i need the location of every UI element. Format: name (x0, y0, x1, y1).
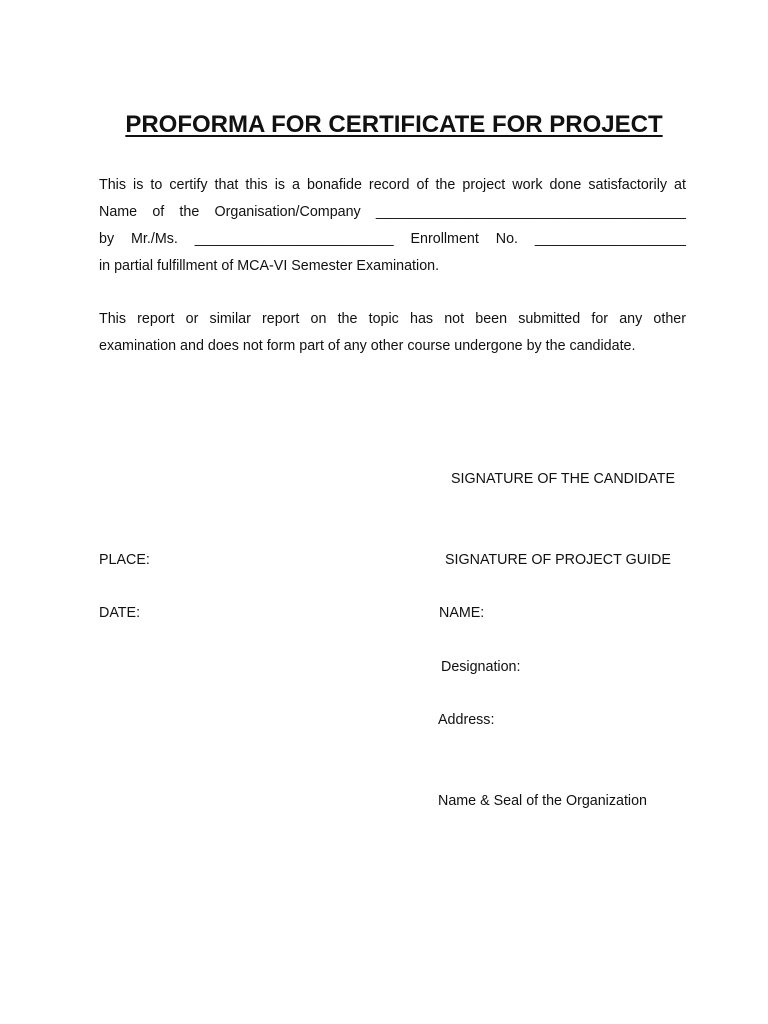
date-label: DATE: (99, 605, 141, 621)
designation-label: Designation: (441, 659, 521, 675)
organization-seal-label: Name & Seal of the Organization (438, 793, 648, 809)
organisation-line: Name of the Organisation/Company _______________________________________ (99, 204, 686, 220)
certification-line-4: in partial fulfillment of MCA-VI Semester Examination. (99, 258, 440, 274)
declaration-line-2: examination and does not form part of any other course undergone by the candidate. (99, 338, 636, 354)
document-title: PROFORMA FOR CERTIFICATE FOR PROJECT (125, 111, 663, 138)
declaration-paragraph (99, 306, 686, 360)
guide-name-label: NAME: (439, 605, 485, 621)
signature-of-candidate: SIGNATURE OF THE CANDIDATE (451, 471, 676, 487)
certification-line-1: This is to certify that this is a bonafide record of the project work done satisfactorily at (99, 177, 686, 193)
place-label: PLACE: (99, 552, 150, 568)
address-label: Address: (438, 712, 495, 728)
signature-of-project-guide: SIGNATURE OF PROJECT GUIDE (445, 552, 671, 568)
certification-paragraph (99, 172, 686, 280)
student-enrollment-line: by Mr./Ms. _________________________ Enrollment No. ___________________ (99, 231, 686, 247)
declaration-line-1: This report or similar report on the topic has not been submitted for any other (99, 311, 686, 327)
